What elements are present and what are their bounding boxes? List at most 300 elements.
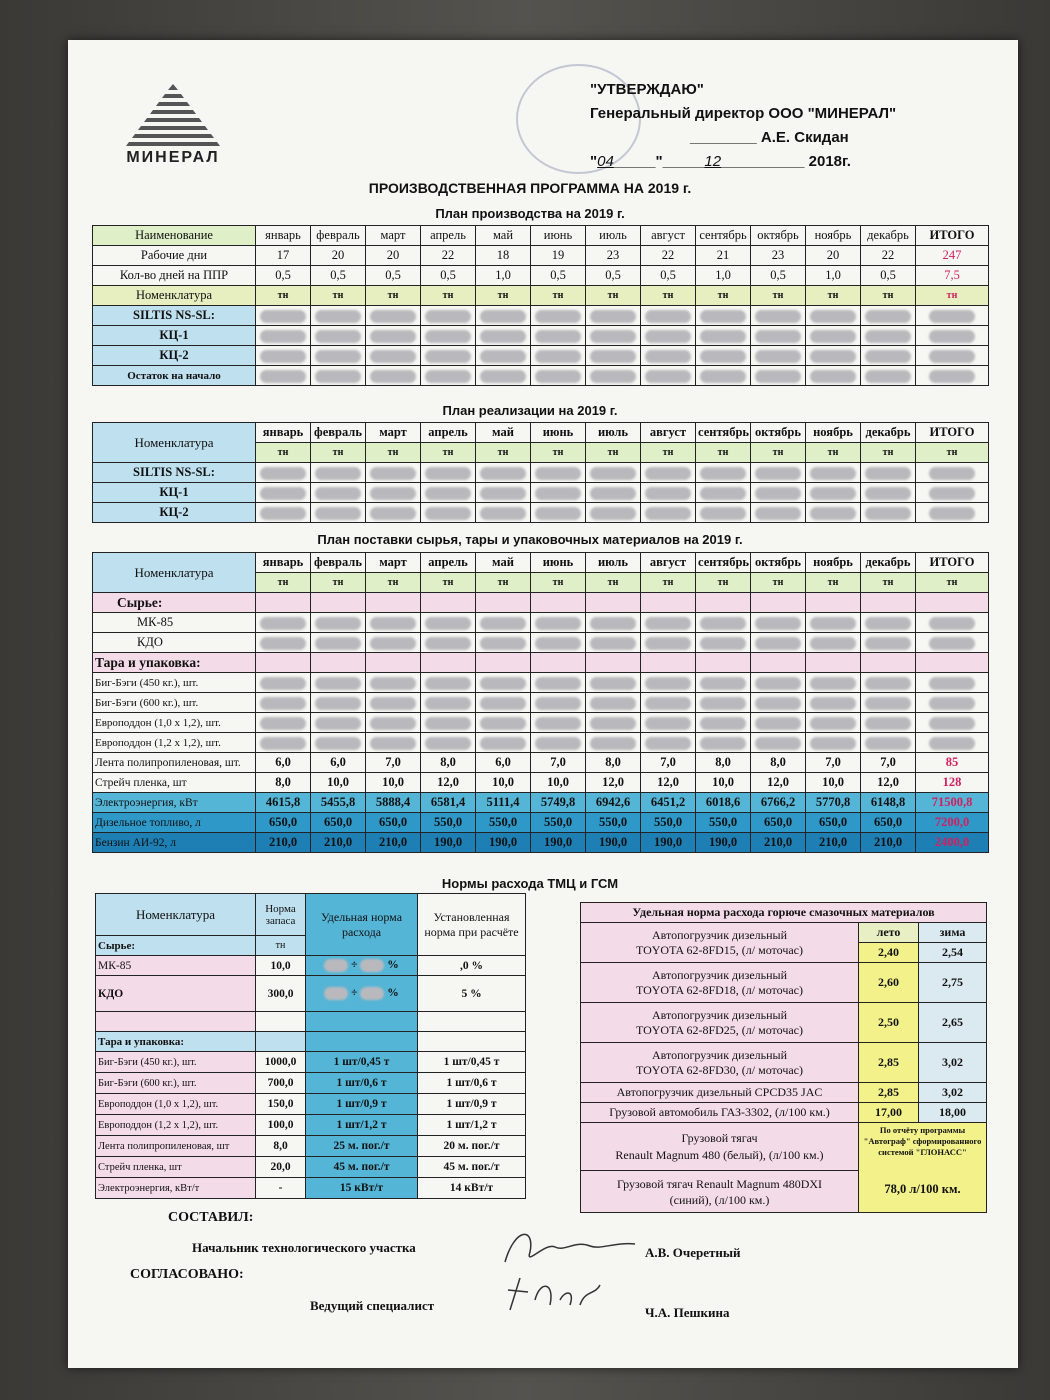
col-name: Номенклатура [93,553,256,593]
redacted-value [590,677,636,690]
empty-cell [696,593,751,613]
redacted-cell [751,713,806,733]
redacted-cell [256,613,311,633]
redacted-value [535,697,581,710]
redacted-value [425,507,471,520]
vehicle-model: TOYOTA 62-8FD25, (л/ моточас) [635,1022,804,1037]
fuel-norms-table [580,902,987,1213]
month-value: 7200,0 [916,813,989,833]
redacted-value [535,507,581,520]
month-value: 7,0 [531,753,586,773]
month-value: 210,0 [751,833,806,853]
redacted-cell [586,463,641,483]
redacted-cell [696,503,751,523]
redacted-value [590,737,636,750]
redacted-cell [531,483,586,503]
fuel-row-label [581,923,859,963]
unit-cell: тн [916,573,989,593]
month-header: январь [256,423,311,443]
redacted-value [370,370,416,383]
redacted-cell [861,733,916,753]
redacted-cell [366,346,421,366]
norms-table [95,893,526,1199]
unit-cell: тн [806,573,861,593]
redacted-cell [311,366,366,386]
item-name: Биг-Бэги (600 кг.), шт. [93,693,256,713]
col-name: Номенклатура [93,423,256,463]
col-name: Наименование [93,226,256,246]
redacted-cell [916,613,989,633]
redacted-value [590,370,636,383]
redacted-value [810,737,856,750]
redacted-cell [256,326,311,346]
redacted-cell [861,463,916,483]
sales-plan-title: План реализации на 2019 г. [442,403,618,418]
redacted-cell [256,633,311,653]
production-plan-title: План производства на 2019 г. [435,206,625,221]
redacted-value [260,487,306,500]
work-days-value: 22 [861,246,916,266]
norm-spec-unit: % [387,987,399,1000]
redacted-value [425,697,471,710]
month-value: 190,0 [531,833,586,853]
month-value: 650,0 [366,813,421,833]
empty-cell [366,653,421,673]
redacted-cell [531,713,586,733]
empty-cell [531,593,586,613]
redacted-cell [421,346,476,366]
norm-stock: 20,0 [256,1157,306,1178]
redacted-value [700,370,746,383]
redacted-value [755,637,801,650]
redacted-value [535,617,581,630]
winter-value: 3,02 [919,1083,987,1103]
summer-value: 2,40 [859,943,919,963]
redacted-value [700,677,746,690]
redacted-value [370,507,416,520]
redacted-value [755,717,801,730]
empty-cell [586,653,641,673]
redacted-value [260,507,306,520]
redacted-cell [806,306,861,326]
nomenclature-label: Номенклатура [93,286,256,306]
redacted-value [865,310,911,323]
redacted-cell [531,366,586,386]
redacted-value [865,487,911,500]
vehicle-type: Автопогрузчик дизельный [651,927,788,942]
redacted-value [865,507,911,520]
fuel-row-label [581,1003,859,1043]
work-days-value: 22 [641,246,696,266]
summer-value: 2,60 [859,963,919,1003]
redacted-cell [861,673,916,693]
unit-cell: тн [806,443,861,463]
redacted-value [370,617,416,630]
work-days-value: 20 [311,246,366,266]
redacted-value [929,310,975,323]
glonass-note [859,1123,987,1213]
redacted-cell [861,346,916,366]
month-header: ИТОГО [916,423,989,443]
redacted-cell [641,463,696,483]
redacted-value [425,717,471,730]
redacted-value [645,697,691,710]
empty-cell [96,1012,256,1032]
month-value: 7,0 [806,753,861,773]
redacted-cell [586,693,641,713]
redacted-cell [916,326,989,346]
redacted-value [645,330,691,343]
norm-set: 1 шт/0,6 т [418,1073,526,1094]
month-header: февраль [311,226,366,246]
redacted-value [810,330,856,343]
redacted-cell [476,503,531,523]
vehicle-type: Автопогрузчик дизельный [651,1007,788,1022]
redacted-value [425,467,471,480]
work-days-value: 21 [696,246,751,266]
redacted-cell [421,633,476,653]
redacted-value [315,330,361,343]
redacted-value [480,507,526,520]
redacted-cell [806,503,861,523]
redacted-cell [641,713,696,733]
month-header: август [641,226,696,246]
unit-cell: тн [311,286,366,306]
redacted-value [370,637,416,650]
redacted-cell [696,693,751,713]
winter-header: зима [919,923,987,943]
unit-cell: тн [531,573,586,593]
redacted-value [755,617,801,630]
month-value: 190,0 [476,833,531,853]
redacted-cell [861,503,916,523]
month-value: 190,0 [586,833,641,853]
unit-cell: тн [696,573,751,593]
redacted-cell [861,326,916,346]
redacted-value [370,487,416,500]
product-name: SILTIS NS-SL: [93,306,256,326]
month-value: 4615,8 [256,793,311,813]
month-value: 5749,8 [531,793,586,813]
redacted-cell [861,613,916,633]
redacted-value [700,637,746,650]
redacted-cell [806,613,861,633]
month-header: август [641,553,696,573]
redacted-value [535,737,581,750]
ppr-label: Кол-во дней на ППР [93,266,256,286]
name-2: Ч.А. Пешкина [645,1305,730,1320]
redacted-value [700,697,746,710]
redacted-cell [366,503,421,523]
redacted-value [370,677,416,690]
redacted-value [590,330,636,343]
item-name: Европоддон (1,2 х 1,2), шт. [93,733,256,753]
empty-cell [861,593,916,613]
fuel-row-label: Грузовой автомобиль ГАЗ-3302, (л/100 км.) [581,1103,859,1123]
redacted-cell [311,733,366,753]
redacted-cell [696,326,751,346]
norm-spec: 45 м. пог./т [306,1157,418,1178]
redacted-value [425,677,471,690]
unit-cell: тн [696,443,751,463]
empty-cell [476,653,531,673]
redacted-value [260,637,306,650]
redacted-value [929,697,975,710]
redacted-value [315,677,361,690]
norm-name: Биг-Бэги (450 кг.), шт. [96,1052,256,1073]
item-name: Электроэнергия, кВт [93,793,256,813]
month-value: 10,0 [311,773,366,793]
redacted-value [535,370,581,383]
month-header: ноябрь [806,423,861,443]
redacted-cell [531,306,586,326]
redacted-value [480,677,526,690]
redacted-value [535,717,581,730]
redacted-cell [586,613,641,633]
composed-label: СОСТАВИЛ: [168,1210,254,1225]
norm-name: МК-85 [96,956,256,976]
redacted-cell [916,713,989,733]
redacted-cell [531,463,586,483]
redacted-value [929,487,975,500]
redacted-cell [421,483,476,503]
redacted-cell [421,366,476,386]
redacted-cell [696,366,751,386]
empty-cell [916,653,989,673]
redacted-value [700,487,746,500]
month-header: июль [586,423,641,443]
work-days-value: 247 [916,246,989,266]
product-name: КЦ-1 [93,483,256,503]
redacted-value [480,637,526,650]
redacted-value [865,350,911,363]
empty-cell [751,593,806,613]
redacted-value [370,350,416,363]
redacted-value [929,370,975,383]
unit-cell: тн [531,443,586,463]
redacted-value [480,487,526,500]
approval-block [590,78,896,174]
redacted-cell [641,733,696,753]
redacted-cell [366,326,421,346]
redacted-cell [641,613,696,633]
redacted-value [810,677,856,690]
winter-value: 18,00 [919,1103,987,1123]
redacted-cell [696,733,751,753]
redacted-cell [806,463,861,483]
redacted-cell [366,693,421,713]
redacted-value [929,467,975,480]
redacted-cell [751,693,806,713]
month-header: сентябрь [696,226,751,246]
item-name: Европоддон (1,0 х 1,2), шт. [93,713,256,733]
redacted-value [810,717,856,730]
date-year: 2018г. [808,153,851,170]
redacted-cell [531,613,586,633]
month-header: сентябрь [696,553,751,573]
logo-text: МИНЕРАЛ [126,149,220,166]
month-header: июль [586,226,641,246]
redacted-cell [531,733,586,753]
redacted-cell [476,673,531,693]
redacted-cell [806,673,861,693]
agreed-label: СОГЛАСОВАНО: [130,1267,244,1282]
vehicle-model: TOYOTA 62-8FD30, (л/ моточас) [635,1062,804,1077]
product-row [93,326,989,346]
position-2: Ведущий специалист [310,1298,435,1313]
empty-cell [366,593,421,613]
redacted-cell [366,366,421,386]
ppr-value: 0,5 [861,266,916,286]
vehicle-model: TOYOTA 62-8FD15, (л/ моточас) [635,942,804,957]
redacted-value [929,677,975,690]
norm-stock: 10,0 [256,956,306,976]
redacted-value [315,350,361,363]
redacted-value [755,487,801,500]
redacted-cell [751,306,806,326]
redacted-value [535,350,581,363]
redacted-cell [366,733,421,753]
redacted-value [480,467,526,480]
unit-cell: тн [586,286,641,306]
redacted-cell [806,633,861,653]
month-value: 650,0 [311,813,366,833]
redacted-cell [476,633,531,653]
redacted-cell [641,693,696,713]
empty-cell [256,1012,306,1032]
norms-row-kdo [96,976,526,1012]
winter-value: 2,65 [919,1003,987,1043]
redacted-value [929,617,975,630]
month-value: 650,0 [256,813,311,833]
redacted-value [645,507,691,520]
redacted-cell [476,713,531,733]
redacted-cell [531,633,586,653]
approve-title: "УТВЕРЖДАЮ" [590,81,704,98]
month-header: апрель [421,226,476,246]
redacted-value [810,637,856,650]
director-signer: ________ А.Е. Скидан [690,129,849,146]
redacted-value [370,737,416,750]
fuel-row-label [581,1043,859,1083]
month-value: 190,0 [641,833,696,853]
month-value: 12,0 [421,773,476,793]
redacted-value [370,310,416,323]
redacted-value [810,370,856,383]
redacted-value [370,697,416,710]
redacted-cell [806,483,861,503]
redacted-value [590,310,636,323]
redacted-value [810,350,856,363]
month-value: 190,0 [421,833,476,853]
redacted-cell [476,326,531,346]
redacted-cell [421,673,476,693]
month-value: 650,0 [806,813,861,833]
redacted-value [929,507,975,520]
date-month: 12 [704,153,722,170]
redacted-cell [531,346,586,366]
redacted-value [590,697,636,710]
redacted-value [315,617,361,630]
month-header: июль [586,553,641,573]
redacted-cell [861,306,916,326]
redacted-value [590,487,636,500]
month-header: декабрь [861,423,916,443]
redacted-cell [696,673,751,693]
month-value: 12,0 [861,773,916,793]
summer-value: 17,00 [859,1103,919,1123]
product-name: КЦ-1 [93,326,256,346]
redacted-cell [586,733,641,753]
redacted-cell [421,463,476,483]
month-header: февраль [311,553,366,573]
unit-cell: тн [751,573,806,593]
redacted-cell [916,306,989,326]
month-value: 8,0 [751,753,806,773]
redacted-value [865,330,911,343]
winter-value: 3,02 [919,1043,987,1083]
redacted-value [360,987,384,1000]
redacted-value [370,717,416,730]
supply-plan-table [92,552,989,853]
redacted-value [370,467,416,480]
redacted-value [480,370,526,383]
empty-cell [916,593,989,613]
redacted-value [865,467,911,480]
redacted-cell [916,483,989,503]
name-1: А.В. Очеретный [645,1245,741,1260]
redacted-value [645,617,691,630]
summer-value: 2,50 [859,1003,919,1043]
work-days-value: 20 [806,246,861,266]
redacted-value [645,737,691,750]
norm-spec: 1 шт/0,6 т [306,1073,418,1094]
redacted-cell [421,613,476,633]
redacted-cell [586,633,641,653]
month-value: 6451,2 [641,793,696,813]
month-value: 7,0 [861,753,916,773]
redacted-cell [476,693,531,713]
product-row [93,346,989,366]
empty-cell [311,593,366,613]
winter-value: 2,54 [919,943,987,963]
unit-cell: тн [421,443,476,463]
month-value: 2400,0 [916,833,989,853]
redacted-cell [751,673,806,693]
month-value: 10,0 [476,773,531,793]
norms-col-nom: Номенклатура [96,894,256,936]
norm-spec: 25 м. пог./т [306,1136,418,1157]
norm-spec: 15 кВт/т [306,1178,418,1199]
redacted-value [425,637,471,650]
month-value: 550,0 [586,813,641,833]
month-value: 6148,8 [861,793,916,813]
redacted-cell [311,483,366,503]
month-value: 85 [916,753,989,773]
redacted-value [260,737,306,750]
redacted-value [645,310,691,323]
redacted-value [535,467,581,480]
redacted-value [480,350,526,363]
redacted-cell [311,306,366,326]
unit-cell: тн [366,286,421,306]
month-value: 650,0 [751,813,806,833]
redacted-cell [311,613,366,633]
redacted-cell [751,733,806,753]
redacted-value [755,310,801,323]
month-value: 550,0 [641,813,696,833]
redacted-value [810,487,856,500]
